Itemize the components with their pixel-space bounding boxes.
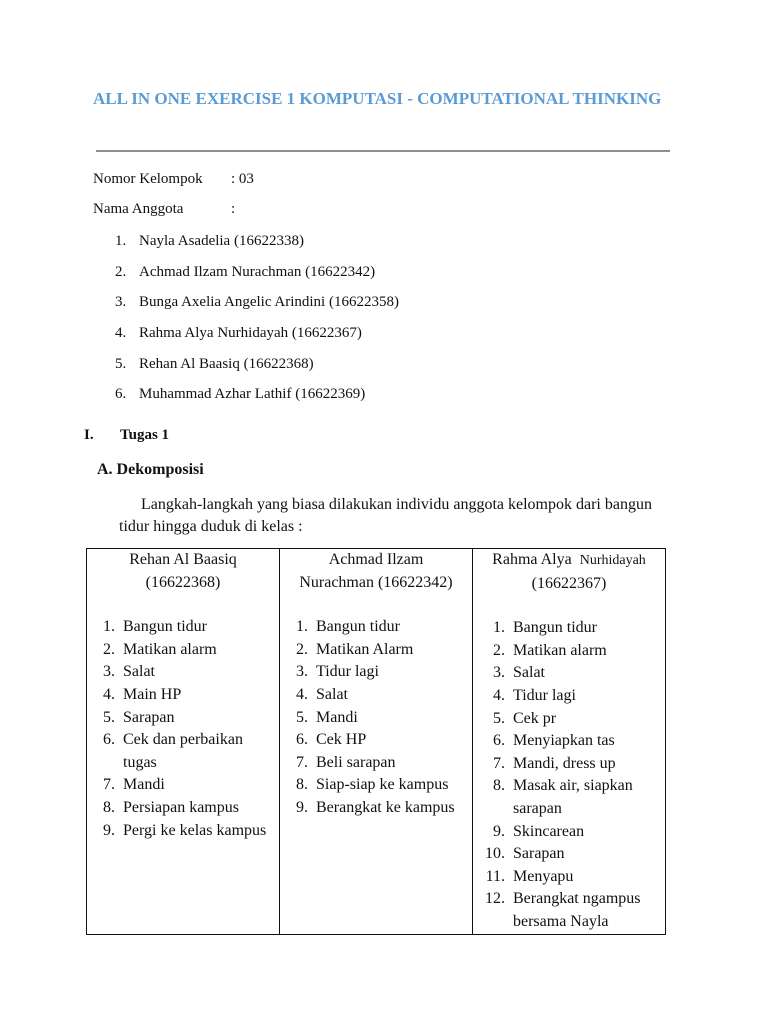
- list-item: 7. Beli sarapan: [296, 753, 396, 771]
- column-header: Achmad Ilzam Nurachman (16622342): [299, 551, 453, 591]
- table-cell-rahma: [473, 549, 666, 935]
- list-item: 1. Bangun tidur: [103, 618, 207, 636]
- member-list: [115, 231, 399, 415]
- list-item: 10. Sarapan: [485, 845, 565, 863]
- group-number-value: : 03: [231, 171, 254, 187]
- list-item: 5. Sarapan: [103, 708, 175, 726]
- list-item: 9. Berangkat ke kampus: [296, 798, 455, 816]
- list-item: 3. Bunga Axelia Angelic Arindini (16622358): [115, 294, 399, 311]
- list-item: 2. Matikan Alarm: [296, 640, 414, 658]
- list-item: 3. Salat: [493, 664, 545, 682]
- list-item: 5. Mandi: [296, 708, 358, 726]
- members-label: Nama Anggota: [93, 201, 184, 217]
- steps-table: [86, 548, 666, 935]
- list-item: 6. Menyiapkan tas: [493, 732, 615, 750]
- list-item: 11. Menyapu: [485, 867, 574, 885]
- members-row: [93, 201, 235, 218]
- list-item: 2. Matikan alarm: [493, 641, 607, 659]
- title-divider: [96, 150, 670, 152]
- list-item: 8. Siap-siap ke kampus: [296, 776, 449, 794]
- list-item: 9. Pergi ke kelas kampus: [103, 821, 267, 839]
- list-item: 2. Matikan alarm: [103, 640, 217, 658]
- list-item: 3. Salat: [103, 663, 155, 681]
- list-item: 4. Tidur lagi: [493, 686, 576, 704]
- list-item: 2. Achmad Ilzam Nurachman (16622342): [115, 263, 376, 280]
- table-row: [87, 549, 666, 935]
- list-item: 4. Main HP: [103, 685, 182, 703]
- list-item: 4. Salat: [296, 685, 348, 703]
- column-header: Rehan Al Baasiq (16622368): [129, 551, 237, 591]
- list-item: 5. Rehan Al Baasiq (16622368): [115, 355, 314, 372]
- group-number-row: [93, 171, 254, 188]
- document-title: ALL IN ONE EXERCISE 1 KOMPUTASI - COMPUTATIONAL THINKING: [93, 89, 662, 108]
- subsection-heading: A. Dekomposisi: [97, 461, 204, 478]
- section-number: I.: [84, 427, 94, 443]
- list-item: 12. Berangkat ngampus bersama Nayla: [485, 890, 641, 930]
- list-item: 6. Muhammad Azhar Lathif (16622369): [115, 386, 366, 403]
- step-list: [284, 616, 468, 819]
- group-number-label: Nomor Kelompok: [93, 171, 203, 187]
- section-heading: [84, 427, 169, 444]
- table-cell-achmad: [280, 549, 473, 935]
- table-cell-rehan: [87, 549, 280, 935]
- list-item: 6. Cek dan perbaikan tugas: [103, 731, 243, 771]
- list-item: 1. Nayla Asadelia (16622338): [115, 233, 304, 249]
- list-item: 6. Cek HP: [296, 731, 367, 749]
- list-item: 7. Mandi, dress up: [493, 754, 616, 772]
- list-item: 4. Rahma Alya Nurhidayah (16622367): [115, 325, 362, 342]
- members-colon: :: [231, 201, 236, 217]
- list-item: 5. Cek pr: [493, 709, 557, 727]
- list-item: 7. Mandi: [103, 776, 165, 794]
- list-item: 9. Skincarean: [493, 822, 585, 840]
- step-list: [477, 617, 661, 933]
- list-item: 1. Bangun tidur: [296, 618, 400, 636]
- list-item: 8. Masak air, siapkan sarapan: [493, 777, 633, 817]
- column-header: Rahma Alya Nurhidayah (16622367): [492, 551, 646, 592]
- list-item: 1. Bangun tidur: [493, 619, 597, 637]
- intro-paragraph: Langkah-langkah yang biasa dilakukan individu anggota kelompok dari bangun tidur hingga duduk di kelas :: [119, 496, 652, 535]
- section-title: Tugas 1: [120, 427, 170, 443]
- list-item: 8. Persiapan kampus: [103, 798, 239, 816]
- step-list: [91, 616, 275, 842]
- list-item: 3. Tidur lagi: [296, 663, 379, 681]
